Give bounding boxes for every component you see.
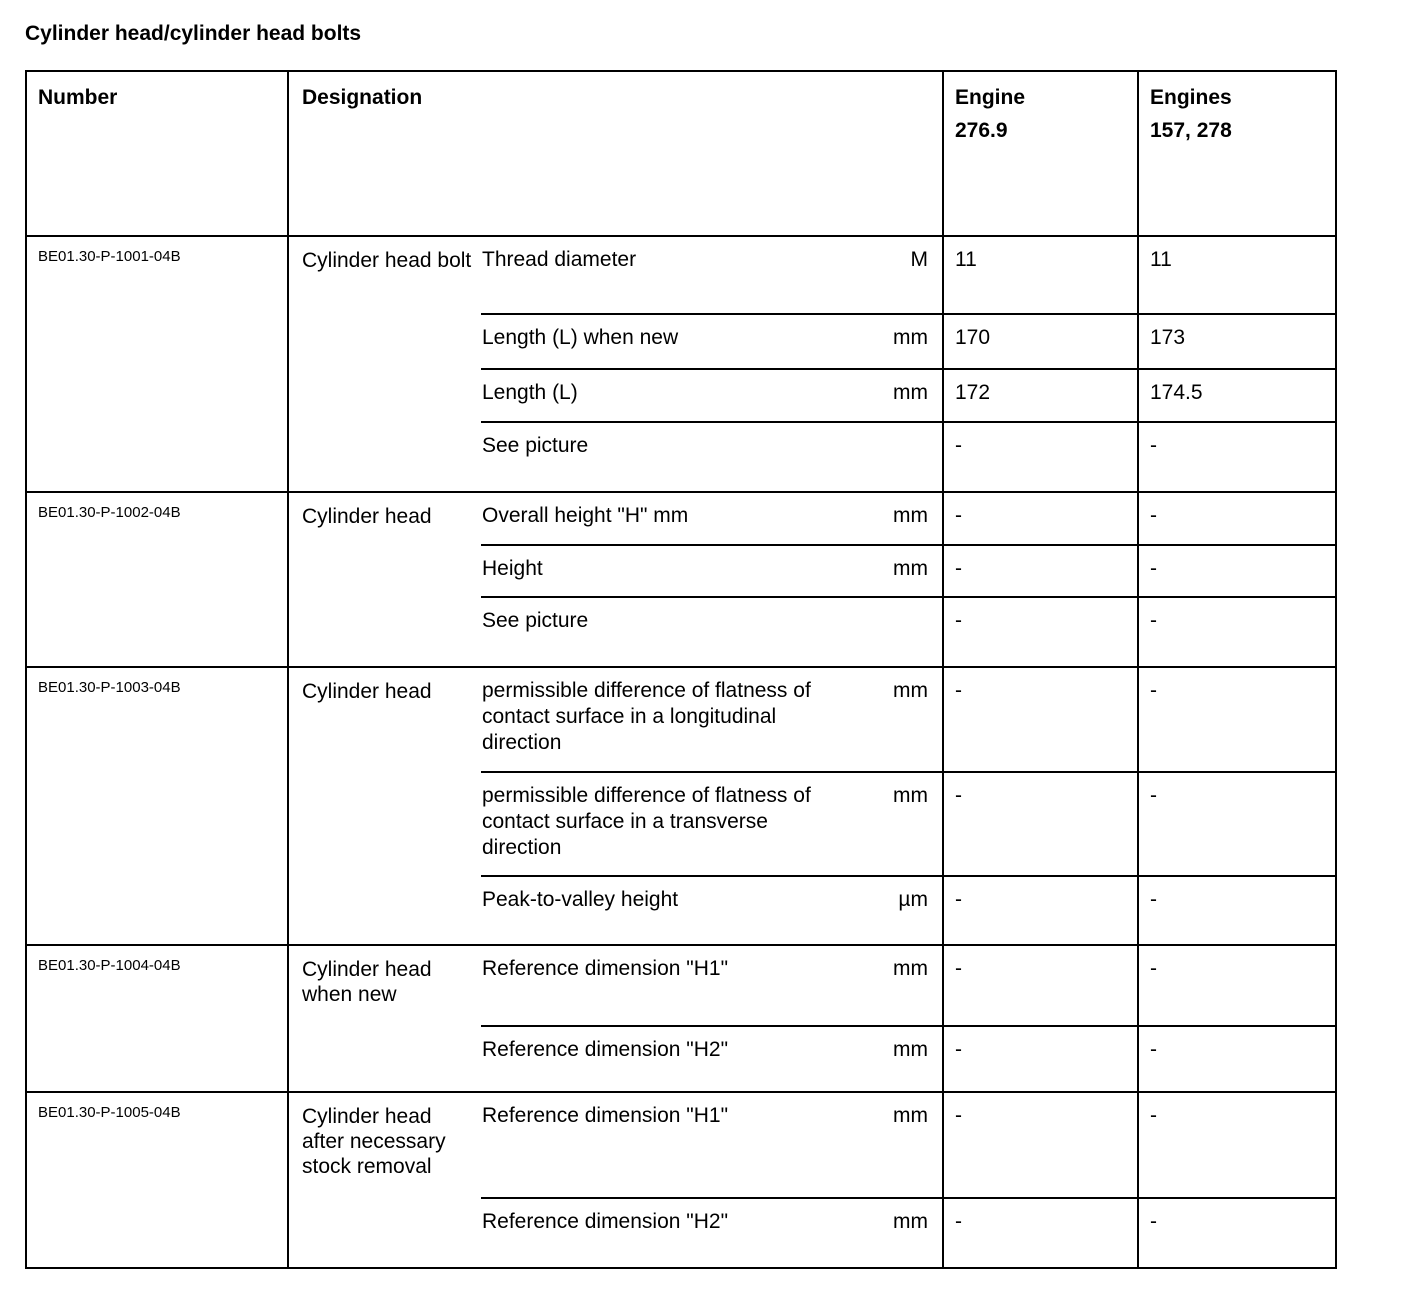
value-engine-a: -: [943, 772, 1138, 876]
param-label: Thread diameter: [482, 248, 637, 271]
group-designation: Cylinder head after necessary stock removal: [288, 1092, 481, 1268]
value-engine-b: 173: [1138, 314, 1336, 369]
value-engine-b: -: [1138, 545, 1336, 597]
param-label: Peak-to-valley height: [481, 876, 871, 945]
group-number: BE01.30-P-1003-04B: [26, 667, 288, 945]
value-engine-b: -: [1138, 667, 1336, 772]
param-label: Reference dimension "H2": [481, 1026, 871, 1092]
param-label: Overall height "H" mm: [482, 504, 689, 527]
value-engine-b: 11: [1138, 236, 1336, 314]
param-unit: µm: [871, 876, 943, 945]
param-unit: mm: [871, 545, 943, 597]
param-unit: mm: [871, 1026, 943, 1092]
param-label: Length (L) when new: [481, 314, 871, 369]
value-engine-a: 170: [943, 314, 1138, 369]
param-unit: mm: [871, 1198, 943, 1268]
value-engine-b: -: [1138, 1198, 1336, 1268]
value-engine-a: -: [943, 1198, 1138, 1268]
param-unit: mm: [893, 679, 928, 702]
param-unit: mm: [871, 369, 943, 422]
value-engine-b: 174.5: [1138, 369, 1336, 422]
group-number: BE01.30-P-1004-04B: [26, 945, 288, 1092]
value-engine-a: -: [943, 545, 1138, 597]
param-label: permissible difference of flatness of contact surface in a longitudinal direction: [482, 679, 811, 754]
value-engine-a: -: [943, 945, 1138, 1026]
param-label: Reference dimension "H2": [481, 1198, 871, 1268]
value-engine-a: -: [943, 1092, 1138, 1198]
group-number: BE01.30-P-1002-04B: [26, 492, 288, 667]
value-engine-a: 172: [943, 369, 1138, 422]
page-title: Cylinder head/cylinder head bolts: [25, 22, 362, 45]
param-unit: mm: [893, 957, 928, 980]
param-unit: mm: [893, 1104, 928, 1127]
header-designation: Designation: [288, 71, 943, 236]
value-engine-a: -: [943, 876, 1138, 945]
value-engine-a: -: [943, 492, 1138, 545]
header-number: Number: [26, 71, 288, 236]
param-unit: mm: [871, 772, 943, 876]
param-label: Height: [481, 545, 871, 597]
value-engine-a: 11: [943, 236, 1138, 314]
table-row: [26, 667, 1336, 772]
group-designation: Cylinder head bolt: [288, 236, 481, 492]
param-label: See picture: [481, 422, 871, 492]
value-engine-b: -: [1138, 945, 1336, 1026]
group-designation: Cylinder head when new: [288, 945, 481, 1092]
group-designation: Cylinder head: [288, 667, 481, 945]
value-engine-b: -: [1138, 422, 1336, 492]
table-row: [26, 492, 1336, 545]
param-unit: [871, 422, 943, 492]
value-engine-a: -: [943, 667, 1138, 772]
param-unit: M: [910, 248, 928, 271]
value-engine-b: -: [1138, 492, 1336, 545]
param-unit: mm: [893, 504, 928, 527]
value-engine-a: -: [943, 597, 1138, 667]
value-engine-a: -: [943, 1026, 1138, 1092]
header-engine-b-code: 157, 278: [1150, 119, 1232, 142]
value-engine-a: -: [943, 422, 1138, 492]
value-engine-b: -: [1138, 1026, 1336, 1092]
group-number: BE01.30-P-1001-04B: [26, 236, 288, 492]
header-engine-a-label: Engine: [955, 86, 1026, 109]
value-engine-b: -: [1138, 876, 1336, 945]
spec-table: [25, 70, 1337, 1269]
table-row: [26, 945, 1336, 1026]
table-row: [26, 1092, 1336, 1198]
param-label: Reference dimension "H1": [482, 1104, 729, 1127]
table-row: [26, 236, 1336, 314]
header-engine-a-code: 276.9: [955, 119, 1008, 142]
param-label: See picture: [481, 597, 871, 667]
header-engine-b: [1138, 71, 1336, 236]
header-engine-b-label: Engines: [1150, 86, 1232, 109]
param-label: Length (L): [481, 369, 871, 422]
param-label: Reference dimension "H1": [482, 957, 729, 980]
value-engine-b: -: [1138, 772, 1336, 876]
param-label: permissible difference of flatness of contact surface in a transverse direction: [481, 772, 871, 876]
param-unit: [871, 597, 943, 667]
group-number: BE01.30-P-1005-04B: [26, 1092, 288, 1268]
header-engine-a: [943, 71, 1138, 236]
value-engine-b: -: [1138, 597, 1336, 667]
header-row: [26, 71, 1336, 236]
group-designation: Cylinder head: [288, 492, 481, 667]
value-engine-b: -: [1138, 1092, 1336, 1198]
param-unit: mm: [871, 314, 943, 369]
